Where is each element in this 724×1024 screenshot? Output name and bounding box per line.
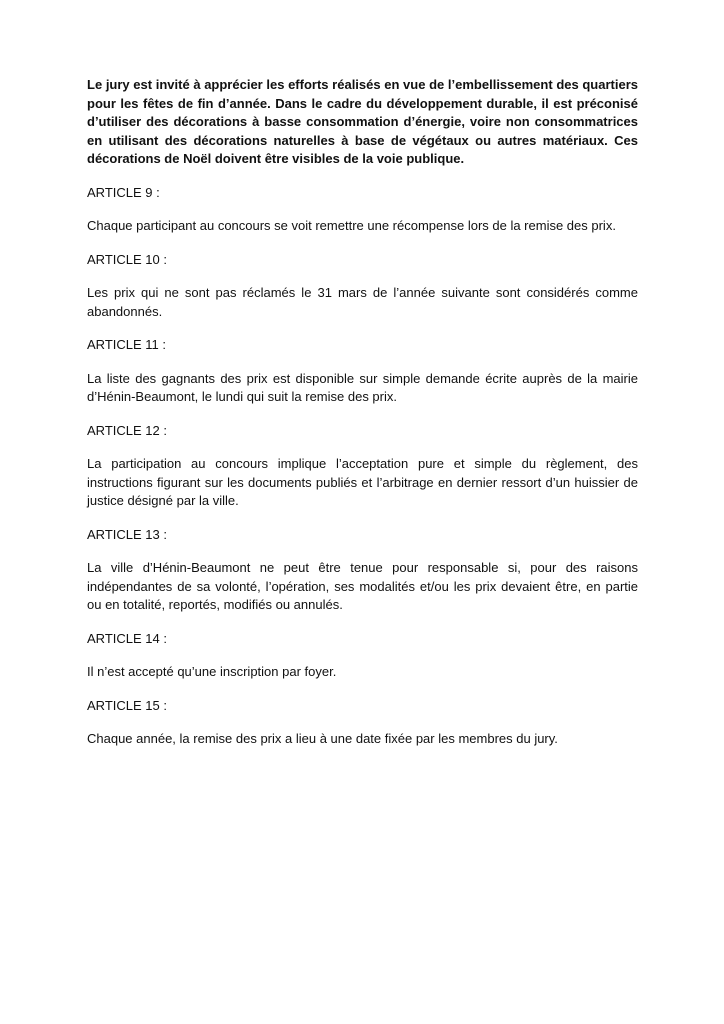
article-9-body: Chaque participant au concours se voit remettre une récompense lors de la remise des prix. <box>87 218 616 233</box>
intro-paragraph: Le jury est invité à apprécier les efforts réalisés en vue de l’embellissement des quartiers pour les fêtes de fin d’année. Dans le cadre du développement durable, il est préconisé d’utiliser des décorations à basse consommation d’énergie, voire non consommatrices en utilisant des décorations naturelles à base de végétaux ou autres matériaux. Ces décorations de Noël doivent être visibles de la voie publique. <box>87 77 638 166</box>
article-11-heading: ARTICLE 11 : <box>87 337 166 352</box>
article-11-body: La liste des gagnants des prix est disponible sur simple demande écrite auprès de la mairie d’Hénin-Beaumont, le lundi qui suit la remise des prix. <box>87 370 638 404</box>
article-12-heading: ARTICLE 12 : <box>87 422 167 438</box>
article-10-body: Les prix qui ne sont pas réclamés le 31 mars de l’année suivante sont considérés comme abandonnés. <box>87 285 638 319</box>
article-15-heading: ARTICLE 15 : <box>87 697 167 713</box>
article-10-heading: ARTICLE 10 : <box>87 251 167 267</box>
article-15-body: Chaque année, la remise des prix a lieu à une date fixée par les membres du jury. <box>87 731 558 746</box>
article-12-body: La participation au concours implique l’acceptation pure et simple du règlement, des instructions figurant sur les documents publiés et l’arbitrage en dernier ressort d’un huissier de justice désigné par la ville. <box>87 456 638 508</box>
article-14-heading: ARTICLE 14 : <box>87 630 167 646</box>
document-body <box>87 76 638 764</box>
article-14-body: Il n’est accepté qu’une inscription par foyer. <box>87 664 337 679</box>
article-13-heading: ARTICLE 13 : <box>87 526 167 542</box>
article-13-body: La ville d’Hénin-Beaumont ne peut être tenue pour responsable si, pour des raisons indépendantes de sa volonté, l’opération, ses modalités et/ou les prix devaient être, en partie ou en totalité, reportés, modifiés ou annulés. <box>87 560 638 612</box>
article-9-heading: ARTICLE 9 : <box>87 184 160 200</box>
